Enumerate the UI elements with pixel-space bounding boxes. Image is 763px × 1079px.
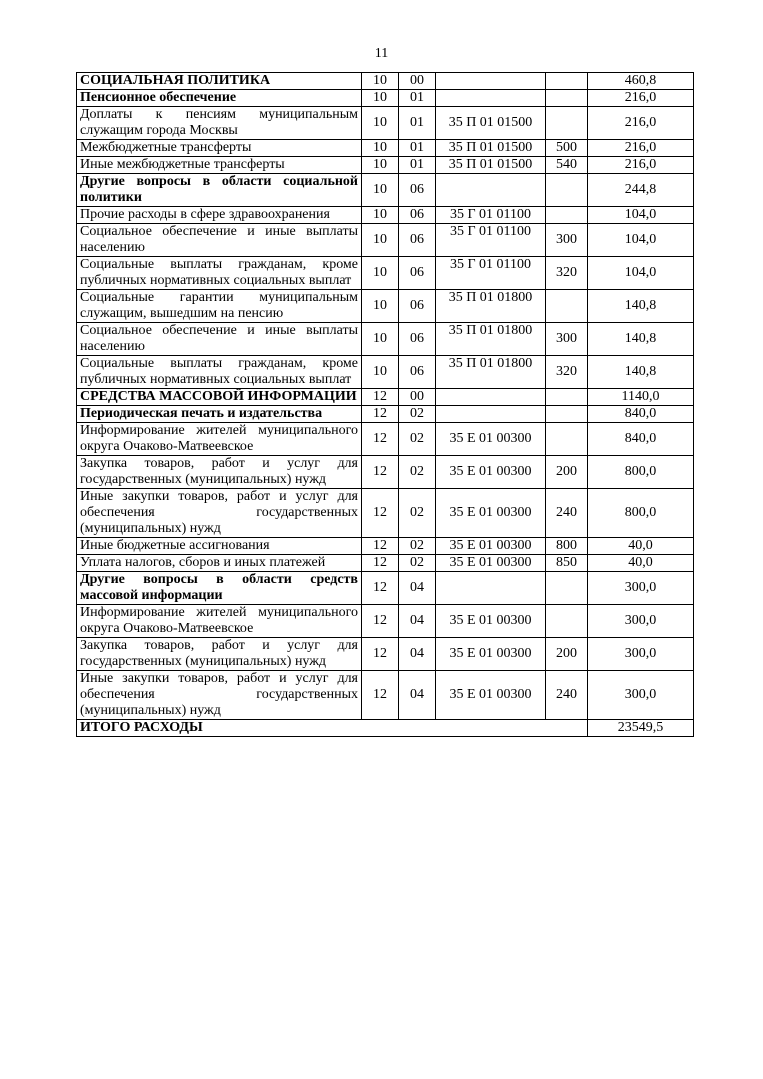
article-code-cell: 35 Е 01 00300 bbox=[436, 671, 546, 720]
subsection-code-cell: 06 bbox=[399, 174, 436, 207]
table-row bbox=[77, 605, 694, 638]
expense-type-cell: 540 bbox=[546, 157, 588, 174]
amount-cell: 140,8 bbox=[588, 356, 694, 389]
amount-cell: 300,0 bbox=[588, 572, 694, 605]
row-name-cell: Пенсионное обеспечение bbox=[77, 90, 362, 107]
section-code-cell: 10 bbox=[362, 356, 399, 389]
table-row bbox=[77, 257, 694, 290]
article-code-cell bbox=[436, 174, 546, 207]
article-code-cell bbox=[436, 406, 546, 423]
expense-type-cell: 300 bbox=[546, 323, 588, 356]
section-code-cell: 10 bbox=[362, 73, 399, 90]
amount-cell: 300,0 bbox=[588, 671, 694, 720]
subsection-code-cell: 06 bbox=[399, 207, 436, 224]
expense-type-cell bbox=[546, 174, 588, 207]
section-code-cell: 12 bbox=[362, 406, 399, 423]
article-code-cell: 35 П 01 01800 bbox=[436, 290, 546, 323]
page-number: 11 bbox=[374, 46, 389, 61]
article-code-cell: 35 П 01 01800 bbox=[436, 356, 546, 389]
subsection-code-cell: 02 bbox=[399, 538, 436, 555]
article-code-cell bbox=[436, 572, 546, 605]
table-row bbox=[77, 90, 694, 107]
expense-type-cell bbox=[546, 605, 588, 638]
section-code-cell: 12 bbox=[362, 605, 399, 638]
row-name-cell: Периодическая печать и издательства bbox=[77, 406, 362, 423]
subsection-code-cell: 04 bbox=[399, 638, 436, 671]
section-code-cell: 10 bbox=[362, 107, 399, 140]
table-row bbox=[77, 538, 694, 555]
article-code-cell: 35 П 01 01800 bbox=[436, 323, 546, 356]
table-row bbox=[77, 456, 694, 489]
row-name-cell: Социальные выплаты гражданам, кроме публичных нормативных социальных выплат bbox=[77, 257, 362, 290]
row-name-cell: Социальное обеспечение и иные выплаты населению bbox=[77, 224, 362, 257]
row-name-cell: Другие вопросы в области социальной политики bbox=[77, 174, 362, 207]
expense-type-cell: 240 bbox=[546, 489, 588, 538]
subsection-code-cell: 04 bbox=[399, 572, 436, 605]
total-row bbox=[77, 720, 694, 737]
subsection-code-cell: 02 bbox=[399, 555, 436, 572]
row-name-cell: СОЦИАЛЬНАЯ ПОЛИТИКА bbox=[77, 73, 362, 90]
subsection-code-cell: 06 bbox=[399, 224, 436, 257]
subsection-code-cell: 02 bbox=[399, 423, 436, 456]
table-row bbox=[77, 638, 694, 671]
row-name-cell: Закупка товаров, работ и услуг для государственных (муниципальных) нужд bbox=[77, 638, 362, 671]
article-code-cell: 35 Е 01 00300 bbox=[436, 555, 546, 572]
expense-type-cell: 500 bbox=[546, 140, 588, 157]
expense-type-cell: 850 bbox=[546, 555, 588, 572]
expense-type-cell bbox=[546, 423, 588, 456]
section-code-cell: 10 bbox=[362, 90, 399, 107]
total-label: ИТОГО РАСХОДЫ bbox=[77, 720, 588, 737]
subsection-code-cell: 02 bbox=[399, 406, 436, 423]
table-row bbox=[77, 323, 694, 356]
row-name-cell: Социальные выплаты гражданам, кроме публичных нормативных социальных выплат bbox=[77, 356, 362, 389]
expense-type-cell bbox=[546, 572, 588, 605]
article-code-cell: 35 Е 01 00300 bbox=[436, 456, 546, 489]
table-row bbox=[77, 572, 694, 605]
row-name-cell: Уплата налогов, сборов и иных платежей bbox=[77, 555, 362, 572]
subsection-code-cell: 04 bbox=[399, 605, 436, 638]
amount-cell: 216,0 bbox=[588, 107, 694, 140]
row-name-cell: Иные межбюджетные трансферты bbox=[77, 157, 362, 174]
amount-cell: 216,0 bbox=[588, 90, 694, 107]
section-code-cell: 10 bbox=[362, 140, 399, 157]
subsection-code-cell: 06 bbox=[399, 356, 436, 389]
expense-type-cell: 320 bbox=[546, 257, 588, 290]
row-name-cell: Социальное обеспечение и иные выплаты населению bbox=[77, 323, 362, 356]
table-row bbox=[77, 207, 694, 224]
total-amount: 23549,5 bbox=[588, 720, 694, 737]
table-row bbox=[77, 555, 694, 572]
subsection-code-cell: 00 bbox=[399, 73, 436, 90]
amount-cell: 216,0 bbox=[588, 157, 694, 174]
expense-type-cell bbox=[546, 207, 588, 224]
expense-type-cell bbox=[546, 107, 588, 140]
table-row bbox=[77, 356, 694, 389]
row-name-cell: Иные бюджетные ассигнования bbox=[77, 538, 362, 555]
amount-cell: 244,8 bbox=[588, 174, 694, 207]
amount-cell: 1140,0 bbox=[588, 389, 694, 406]
amount-cell: 140,8 bbox=[588, 290, 694, 323]
expense-type-cell: 300 bbox=[546, 224, 588, 257]
row-name-cell: Доплаты к пенсиям муниципальным служащим города Москвы bbox=[77, 107, 362, 140]
amount-cell: 840,0 bbox=[588, 406, 694, 423]
expense-type-cell bbox=[546, 389, 588, 406]
amount-cell: 140,8 bbox=[588, 323, 694, 356]
section-code-cell: 12 bbox=[362, 671, 399, 720]
subsection-code-cell: 02 bbox=[399, 456, 436, 489]
subsection-code-cell: 06 bbox=[399, 257, 436, 290]
table-row bbox=[77, 671, 694, 720]
subsection-code-cell: 01 bbox=[399, 90, 436, 107]
subsection-code-cell: 01 bbox=[399, 140, 436, 157]
article-code-cell: 35 Е 01 00300 bbox=[436, 489, 546, 538]
row-name-cell: Информирование жителей муниципального округа Очаково-Матвеевское bbox=[77, 423, 362, 456]
table-row bbox=[77, 73, 694, 90]
expense-type-cell: 800 bbox=[546, 538, 588, 555]
amount-cell: 216,0 bbox=[588, 140, 694, 157]
article-code-cell: 35 П 01 01500 bbox=[436, 107, 546, 140]
subsection-code-cell: 00 bbox=[399, 389, 436, 406]
section-code-cell: 10 bbox=[362, 207, 399, 224]
table-row bbox=[77, 157, 694, 174]
article-code-cell: 35 П 01 01500 bbox=[436, 157, 546, 174]
amount-cell: 40,0 bbox=[588, 538, 694, 555]
subsection-code-cell: 06 bbox=[399, 290, 436, 323]
subsection-code-cell: 01 bbox=[399, 157, 436, 174]
table-row bbox=[77, 174, 694, 207]
expense-type-cell: 200 bbox=[546, 456, 588, 489]
expense-type-cell: 200 bbox=[546, 638, 588, 671]
expense-type-cell bbox=[546, 290, 588, 323]
table-row bbox=[77, 489, 694, 538]
table-row bbox=[77, 140, 694, 157]
expense-type-cell: 240 bbox=[546, 671, 588, 720]
table-row bbox=[77, 290, 694, 323]
section-code-cell: 10 bbox=[362, 290, 399, 323]
subsection-code-cell: 01 bbox=[399, 107, 436, 140]
amount-cell: 300,0 bbox=[588, 638, 694, 671]
article-code-cell: 35 Е 01 00300 bbox=[436, 638, 546, 671]
amount-cell: 104,0 bbox=[588, 257, 694, 290]
section-code-cell: 12 bbox=[362, 538, 399, 555]
table-row bbox=[77, 224, 694, 257]
expense-type-cell bbox=[546, 406, 588, 423]
article-code-cell: 35 Г 01 01100 bbox=[436, 207, 546, 224]
amount-cell: 104,0 bbox=[588, 207, 694, 224]
table-row bbox=[77, 406, 694, 423]
amount-cell: 460,8 bbox=[588, 73, 694, 90]
expense-type-cell: 320 bbox=[546, 356, 588, 389]
row-name-cell: Социальные гарантии муниципальным служащим, вышедшим на пенсию bbox=[77, 290, 362, 323]
subsection-code-cell: 06 bbox=[399, 323, 436, 356]
section-code-cell: 10 bbox=[362, 157, 399, 174]
article-code-cell: 35 Е 01 00300 bbox=[436, 605, 546, 638]
row-name-cell: Прочие расходы в сфере здравоохранения bbox=[77, 207, 362, 224]
expenditure-rows bbox=[77, 73, 694, 737]
section-code-cell: 12 bbox=[362, 456, 399, 489]
article-code-cell: 35 Г 01 01100 bbox=[436, 224, 546, 257]
amount-cell: 840,0 bbox=[588, 423, 694, 456]
section-code-cell: 12 bbox=[362, 389, 399, 406]
subsection-code-cell: 04 bbox=[399, 671, 436, 720]
section-code-cell: 10 bbox=[362, 174, 399, 207]
section-code-cell: 12 bbox=[362, 572, 399, 605]
amount-cell: 800,0 bbox=[588, 489, 694, 538]
row-name-cell: Закупка товаров, работ и услуг для государственных (муниципальных) нужд bbox=[77, 456, 362, 489]
section-code-cell: 10 bbox=[362, 257, 399, 290]
amount-cell: 104,0 bbox=[588, 224, 694, 257]
row-name-cell: Иные закупки товаров, работ и услуг для обеспечения государственных (муниципальных) нужд bbox=[77, 671, 362, 720]
section-code-cell: 10 bbox=[362, 224, 399, 257]
row-name-cell: Иные закупки товаров, работ и услуг для обеспечения государственных (муниципальных) нужд bbox=[77, 489, 362, 538]
article-code-cell: 35 Е 01 00300 bbox=[436, 538, 546, 555]
article-code-cell bbox=[436, 389, 546, 406]
table-row bbox=[77, 389, 694, 406]
section-code-cell: 10 bbox=[362, 323, 399, 356]
expenditure-table bbox=[76, 72, 694, 737]
section-code-cell: 12 bbox=[362, 555, 399, 572]
article-code-cell: 35 Е 01 00300 bbox=[436, 423, 546, 456]
row-name-cell: Другие вопросы в области средств массовой информации bbox=[77, 572, 362, 605]
table-row bbox=[77, 107, 694, 140]
row-name-cell: Межбюджетные трансферты bbox=[77, 140, 362, 157]
amount-cell: 40,0 bbox=[588, 555, 694, 572]
row-name-cell: Информирование жителей муниципального округа Очаково-Матвеевское bbox=[77, 605, 362, 638]
section-code-cell: 12 bbox=[362, 638, 399, 671]
expense-type-cell bbox=[546, 73, 588, 90]
article-code-cell bbox=[436, 90, 546, 107]
subsection-code-cell: 02 bbox=[399, 489, 436, 538]
row-name-cell: СРЕДСТВА МАССОВОЙ ИНФОРМАЦИИ bbox=[77, 389, 362, 406]
section-code-cell: 12 bbox=[362, 489, 399, 538]
article-code-cell bbox=[436, 73, 546, 90]
section-code-cell: 12 bbox=[362, 423, 399, 456]
amount-cell: 300,0 bbox=[588, 605, 694, 638]
amount-cell: 800,0 bbox=[588, 456, 694, 489]
article-code-cell: 35 П 01 01500 bbox=[436, 140, 546, 157]
article-code-cell: 35 Г 01 01100 bbox=[436, 257, 546, 290]
table-row bbox=[77, 423, 694, 456]
expense-type-cell bbox=[546, 90, 588, 107]
